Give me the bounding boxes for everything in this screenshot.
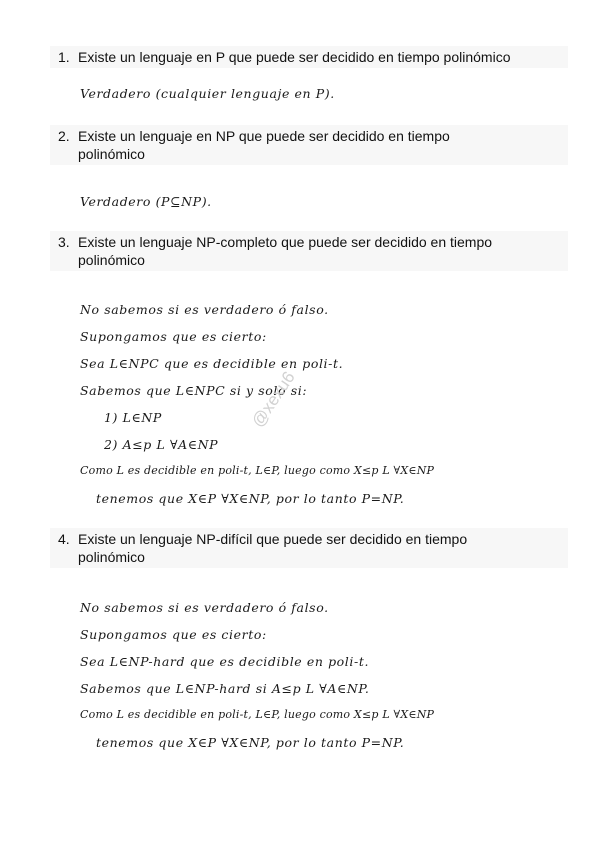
answer-1: Verdadero (cualquier lenguaje en P).: [80, 86, 335, 101]
question-3: [50, 231, 568, 271]
watermark: @xexu6: [248, 368, 299, 431]
answer-3-line-2: Supongamos que es cierto:: [80, 329, 267, 344]
answer-3-line-6: 2) A≤p L ∀A∈NP: [104, 437, 219, 452]
question-text-line2: polinómico: [78, 146, 145, 162]
question-text-line2: polinómico: [78, 549, 145, 565]
answer-4-line-2: Supongamos que es cierto:: [80, 627, 267, 642]
question-text: Existe un lenguaje en P que puede ser decidido en tiempo polinómico: [78, 49, 511, 65]
answer-4-line-3: Sea L∈NP-hard que es decidible en poli-t.: [80, 654, 370, 669]
answer-3-line-3: Sea L∈NPC que es decidible en poli-t.: [80, 356, 344, 371]
answer-2: Verdadero (P⊆NP).: [80, 194, 212, 209]
answer-4-line-4: Sabemos que L∈NP-hard si A≤p L ∀A∈NP.: [80, 681, 370, 696]
question-number: 3.: [58, 234, 70, 250]
question-text-line1: Existe un lenguaje en NP que puede ser decidido en tiempo: [78, 128, 450, 144]
question-number: 2.: [58, 128, 70, 144]
answer-4-line-5: Como L es decidible en poli-t, L∈P, luego como X≤p L ∀X∈NP: [80, 708, 435, 721]
question-number: 4.: [58, 531, 70, 547]
answer-3-line-5: 1) L∈NP: [104, 410, 162, 425]
answer-3-line-7: Como L es decidible en poli-t, L∈P, luego como X≤p L ∀X∈NP: [80, 464, 435, 477]
answer-3-line-1: No sabemos si es verdadero ó falso.: [80, 302, 329, 317]
question-4: [50, 528, 568, 568]
answer-3-line-8: tenemos que X∈P ∀X∈NP, por lo tanto P=NP.: [96, 491, 405, 506]
answer-4-line-1: No sabemos si es verdadero ó falso.: [80, 600, 329, 615]
question-number: 1.: [58, 49, 70, 65]
answer-4-line-6: tenemos que X∈P ∀X∈NP, por lo tanto P=NP.: [96, 735, 405, 750]
answer-3-line-4: Sabemos que L∈NPC si y solo si:: [80, 383, 308, 398]
question-1: [50, 46, 568, 68]
question-2: [50, 125, 568, 165]
question-text-line2: polinómico: [78, 252, 145, 268]
question-text-line1: Existe un lenguaje NP-difícil que puede ser decidido en tiempo: [78, 531, 468, 547]
question-text-line1: Existe un lenguaje NP-completo que puede ser decidido en tiempo: [78, 234, 493, 250]
